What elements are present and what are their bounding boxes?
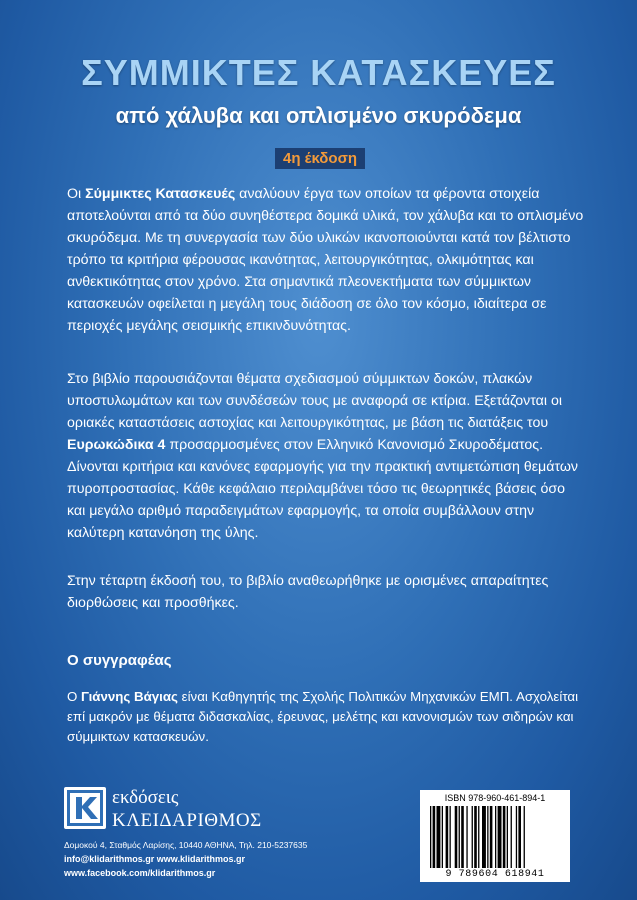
- barcode-bars: [430, 806, 560, 868]
- isbn-barcode: [420, 790, 570, 882]
- publisher-logo-icon: [64, 787, 106, 829]
- description-paragraph-3: Στην τέταρτη έκδοσή του, το βιβλίο αναθεωρήθηκε με ορισμένες απαραίτητες διορθώσεις και προσθήκες.: [67, 573, 549, 611]
- cover-title: ΣΥΜΜΙΚΤΕΣ ΚΑΤΑΣΚΕΥΕΣ: [81, 52, 556, 93]
- author-bio: Ο Γιάννης Βάγιας είναι Καθηγητής της Σχολής Πολιτικών Μηχανικών ΕΜΠ. Ασχολείται επί μακρόν με θέματα διδασκαλίας, έρευνας, μελέτης και κανονισμών των σιδηρών και σύμμικτων κατασκευών.: [67, 689, 579, 744]
- barcode-number: 9 789604 618941: [445, 869, 545, 880]
- eurocode-bold: Ευρωκώδικα 4: [67, 437, 166, 453]
- description-paragraph-1: Οι Σύμμικτες Κατασκευές αναλύουν έργα των οποίων τα φέροντα στοιχεία αποτελούνται από τα δύο συνηθέστερα δομικά υλικά, τον χάλυβα και το οπλισμένο σκυρόδεμα. Με τη συνεργασία των δύο υλικών ικανοποιούνται κατά τον βέλτιστο τρόπο τα κριτήρια φέρουσας ικανότητας, λειτουργικότητας, ολκιμότητας και ανθεκτικότητας στον χρόνο. Στα σημαντικά πλεονεκτήματα των σύμμικτων κατασκευών οφείλεται η μεγάλη τους διάδοση σε όλο τον κόσμο, ιδιαίτερα σε περιοχές μεγάλης σεισμικής επικινδυνότητας.: [67, 186, 584, 334]
- author-name: Γιάννης Βάγιας: [81, 689, 178, 704]
- publisher-name-line2: ΚΛΕΙΔΑΡΙΘΜΟΣ: [112, 810, 262, 831]
- publisher-facebook: www.facebook.com/klidarithmos.gr: [64, 868, 216, 878]
- publisher-name-line1: εκδόσεις: [112, 787, 179, 808]
- edition-badge: 4η έκδοση: [275, 148, 365, 169]
- isbn-text: ISBN 978-960-461-894-1: [444, 793, 546, 803]
- description-paragraph-2: Στο βιβλίο παρουσιάζονται θέματα σχεδιασμού σύμμικτων δοκών, πλακών υποστυλωμάτων και των συνδέσεών τους με αναφορά σε κτίρια. Εξετάζονται οι οριακές καταστάσεις αστοχίας και λειτουργικότητας, με βάση τις διατάξεις του Ευρωκώδικα 4 προσαρμοσμένες στον Ελληνικό Κανονισμό Σκυροδέματος. Δίνονται κριτήρια και κανόνες εφαρμογής για την πρακτική αντιμετώπιση θεμάτων πυροπροστασίας. Κάθε κεφάλαιο περιλαμβάνει τόσο τις θεωρητικές βάσεις όσο και μεγάλο αριθμό παραδειγμάτων εφαρμογής, τα οποία συμβάλλουν στην καλύτερη κατανόηση της ύλης.: [67, 371, 579, 541]
- author-heading: Ο συγγραφέας: [67, 652, 172, 669]
- publisher-email-web: info@klidarithmos.gr www.klidarithmos.gr: [64, 854, 245, 864]
- cover-subtitle: από χάλυβα και οπλισμένο σκυρόδεμα: [115, 103, 522, 128]
- publisher-address: Δομοκού 4, Σταθμός Λαρίσης, 10440 ΑΘΗΝΑ, Τηλ. 210-5237635: [64, 840, 308, 850]
- book-title-bold: Σύμμικτες Κατασκευές: [85, 186, 236, 202]
